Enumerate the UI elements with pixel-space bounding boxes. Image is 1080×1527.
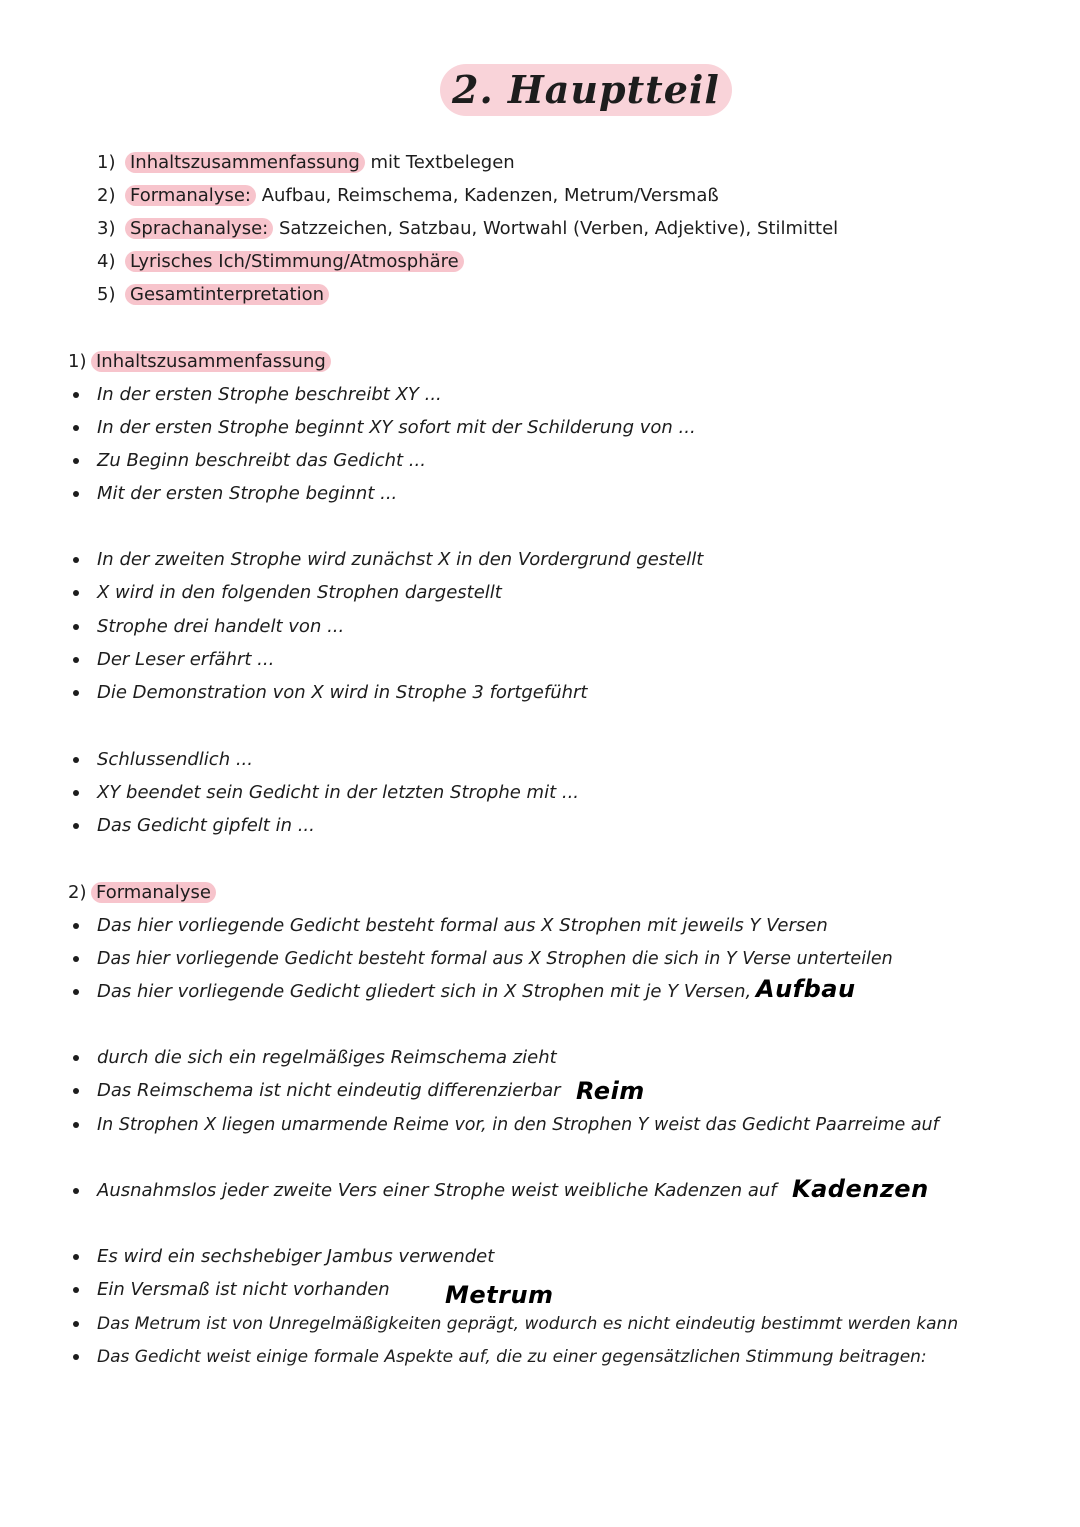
outline-text: Satzzeichen, Satzbau, Wortwahl (Verben, Adjektive), Stilmittel — [273, 218, 839, 239]
note-reim: Reim — [576, 1077, 645, 1105]
bullet-dot — [73, 624, 79, 630]
section-number: 1) — [68, 351, 87, 372]
bullet-item: Das hier vorliegende Gedicht besteht formal aus X Strophen mit jeweils Y Versen — [97, 915, 828, 936]
outline-item — [125, 150, 515, 176]
outline-item — [125, 249, 464, 275]
bullet-dot — [73, 425, 79, 431]
bullet-dot — [73, 1287, 79, 1293]
outline-highlight: Formanalyse: — [125, 185, 256, 206]
bullet-item: Die Demonstration von X wird in Strophe 3 fortgeführt — [97, 682, 588, 703]
bullet-dot — [73, 823, 79, 829]
note-metrum: Metrum — [445, 1281, 554, 1309]
bullet-dot — [73, 1354, 79, 1360]
bullet-dot — [73, 690, 79, 696]
page-title: 2. Hauptteil — [440, 64, 732, 116]
outline-number: 3) — [97, 218, 116, 239]
outline-number: 2) — [97, 185, 116, 206]
bullet-item: In der ersten Strophe beginnt XY sofort mit der Schilderung von ... — [97, 417, 696, 438]
outline-text: Aufbau, Reimschema, Kadenzen, Metrum/Versmaß — [255, 185, 719, 206]
outline-highlight: Inhaltszusammenfassung — [125, 152, 365, 173]
outline-item — [125, 216, 838, 242]
outline-number: 1) — [97, 152, 116, 173]
section-heading: Formanalyse — [91, 880, 216, 906]
bullet-item: Das Reimschema ist nicht eindeutig differenzierbar — [97, 1080, 561, 1101]
bullet-item: Zu Beginn beschreibt das Gedicht ... — [97, 450, 426, 471]
bullet-item: durch die sich ein regelmäßiges Reimschema zieht — [97, 1047, 557, 1068]
outline-highlight: Gesamtinterpretation — [125, 284, 329, 305]
bullet-item: Ein Versmaß ist nicht vorhanden — [97, 1279, 390, 1300]
outline-highlight: Sprachanalyse: — [125, 218, 273, 239]
bullet-dot — [73, 1122, 79, 1128]
bullet-item: Ausnahmslos jeder zweite Vers einer Strophe weist weibliche Kadenzen auf — [97, 1180, 777, 1201]
bullet-dot — [73, 923, 79, 929]
bullet-item: Strophe drei handelt von ... — [97, 616, 345, 637]
bullet-dot — [73, 1254, 79, 1260]
bullet-dot — [73, 989, 79, 995]
bullet-item: Schlussendlich ... — [97, 749, 253, 770]
note-aufbau: Aufbau — [756, 975, 856, 1003]
bullet-item: Das hier vorliegende Gedicht besteht formal aus X Strophen die sich in Y Verse unterteilen — [97, 949, 893, 969]
section-number: 2) — [68, 882, 87, 903]
bullet-item: Mit der ersten Strophe beginnt ... — [97, 483, 398, 504]
bullet-dot — [73, 590, 79, 596]
bullet-dot — [73, 557, 79, 563]
bullet-item: XY beendet sein Gedicht in der letzten Strophe mit ... — [97, 782, 580, 803]
bullet-dot — [73, 657, 79, 663]
outline-number: 4) — [97, 251, 116, 272]
bullet-item: Das Gedicht gipfelt in ... — [97, 815, 315, 836]
bullet-dot — [73, 1188, 79, 1194]
section-heading: Inhaltszusammenfassung — [91, 349, 331, 375]
bullet-item: Der Leser erfährt ... — [97, 649, 275, 670]
outline-item — [125, 183, 719, 209]
bullet-dot — [73, 458, 79, 464]
note-kadenzen: Kadenzen — [792, 1175, 929, 1203]
outline-text: mit Textbelegen — [364, 152, 515, 173]
bullet-item: In der ersten Strophe beschreibt XY ... — [97, 384, 442, 405]
outline-item — [125, 282, 329, 308]
bullet-item: In der zweiten Strophe wird zunächst X in den Vordergrund gestellt — [97, 549, 704, 570]
bullet-dot — [73, 392, 79, 398]
bullet-dot — [73, 1055, 79, 1061]
bullet-dot — [73, 1088, 79, 1094]
bullet-item: Es wird ein sechshebiger Jambus verwendet — [97, 1246, 495, 1267]
bullet-dot — [73, 790, 79, 796]
bullet-item: Das Metrum ist von Unregelmäßigkeiten geprägt, wodurch es nicht eindeutig bestimmt werden kann — [97, 1314, 959, 1334]
bullet-dot — [73, 491, 79, 497]
bullet-item: Das hier vorliegende Gedicht gliedert sich in X Strophen mit je Y Versen, — [97, 981, 752, 1002]
bullet-item: Das Gedicht weist einige formale Aspekte auf, die zu einer gegensätzlichen Stimmung beitragen: — [97, 1347, 927, 1367]
outline-highlight: Lyrisches Ich/Stimmung/Atmosphäre — [125, 251, 464, 272]
bullet-dot — [73, 956, 79, 962]
bullet-item: In Strophen X liegen umarmende Reime vor, in den Strophen Y weist das Gedicht Paarreime auf — [97, 1115, 939, 1135]
outline-number: 5) — [97, 284, 116, 305]
bullet-dot — [73, 757, 79, 763]
bullet-dot — [73, 1321, 79, 1327]
bullet-item: X wird in den folgenden Strophen dargestellt — [97, 582, 502, 603]
